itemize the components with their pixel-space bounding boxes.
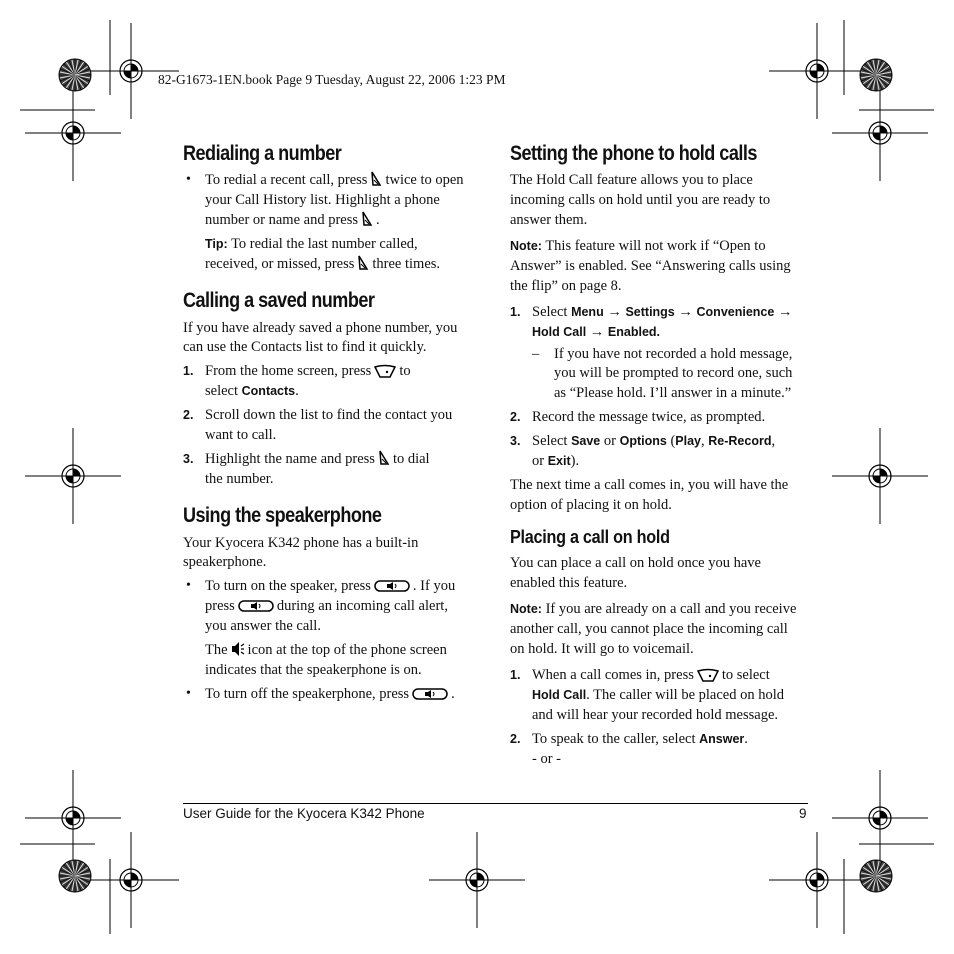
bullet: • [186,686,191,701]
menu-item-enabled: Enabled. [607,325,661,339]
color-wheel-icon [59,860,91,892]
hold-intro-1: The Hold Call feature allows you to place [510,172,753,188]
tip-line-2: received, or missed, press three times. [205,254,440,277]
calling-step1-line2: select Contacts. [205,383,299,399]
heading-redialing: Redialing a number [183,142,342,165]
placing-step1-line2: Hold Call. The caller will be placed on hold [532,687,785,703]
color-wheel-icon [860,59,892,91]
step-number: 1. [510,305,521,319]
speaker-b1-line1: To turn on the speaker, press . If you [205,576,455,599]
hold-note-2: Answer” is enabled. See “Answering calls using [510,258,791,274]
color-wheel-icon [59,59,91,91]
dash-bullet: – [532,346,540,362]
hold-sub-1: If you have not recorded a hold message, [554,346,793,362]
heading-speakerphone: Using the speakerphone [183,504,382,527]
hold-intro-3: answer them. [510,212,588,228]
hold-note-3: the flip” on page 8. [510,278,622,294]
footer-rule [183,803,808,804]
menu-item-contacts: Contacts [241,384,296,398]
speaker-b1-line3: you answer the call. [205,618,321,634]
page-number: 9 [799,806,807,821]
send-key-icon [357,255,369,277]
speaker-key-icon [412,687,448,707]
registration-target-icon [769,23,865,119]
or-separator: - or - [532,751,561,767]
note-label: Note: [510,602,542,616]
placing-step1-line1: When a call comes in, press to select [532,665,770,688]
hold-step3-line2: or Exit). [532,453,580,469]
menu-item-save: Save [571,434,601,448]
hold-after-1: The next time a call comes in, you will have the [510,477,789,493]
step-number: 3. [183,452,194,466]
footer-title: User Guide for the Kyocera K342 Phone [183,806,425,821]
hold-after-2: option of placing it on hold. [510,497,672,513]
print-slug: 82-G1673-1EN.book Page 9 Tuesday, August 22, 2006 1:23 PM [158,72,506,87]
redial-line-2: your Call History list. Highlight a phone [205,192,440,208]
bullet: • [186,578,191,593]
registration-target-icon [25,428,121,524]
hold-sub-2: you will be prompted to record one, such [554,365,793,381]
placing-step2-line1: To speak to the caller, select Answer. [532,731,748,747]
menu-item-hold-call: Hold Call [532,325,587,339]
menu-item-play: Play [675,434,702,448]
hold-step3-line1: Select Save or Options (Play, Re-Record, [532,433,776,449]
menu-item-options: Options [619,434,667,448]
menu-item-convenience: Convenience [696,305,775,319]
speaker-intro-2: speakerphone. [183,554,267,570]
calling-step1-line1: From the home screen, press to [205,361,411,384]
speaker-b1-line2: press during an incoming call alert, [205,596,448,619]
menu-item-answer: Answer [699,732,745,746]
calling-intro-1: If you have already saved a phone number, you [183,320,458,336]
placing-step1-line3: and will hear your recorded hold message. [532,707,779,723]
registration-target-icon [83,23,179,119]
color-wheel-icon [860,860,892,892]
bullet: • [186,172,191,187]
step-number: 1. [183,364,194,378]
registration-target-icon [769,832,865,928]
calling-step3-line2: the number. [205,471,274,487]
step-number: 2. [510,732,521,746]
calling-step2-line2: want to call. [205,427,277,443]
hold-note-1: Note: This feature will not work if “Open to [510,238,766,254]
calling-step3-line1: Highlight the name and press to dial [205,449,430,472]
registration-target-icon [832,770,928,866]
hold-step2: Record the message twice, as prompted. [532,409,766,425]
registration-target-icon [832,85,928,181]
hold-step1-line2: Hold Call → Enabled. [532,324,661,340]
heading-hold-calls: Setting the phone to hold calls [510,142,757,165]
note-label: Note: [510,239,542,253]
tip-label: Tip: [205,237,228,251]
calling-step2-line1: Scroll down the list to find the contact you [205,407,453,423]
calling-intro-2: can use the Contacts list to find it quickly. [183,339,427,355]
send-key-icon [378,450,390,472]
hold-sub-3: as “Please hold. I’ll answer in a minute.” [554,385,792,401]
placing-note-1: Note: If you are already on a call and you receive [510,601,797,617]
left-softkey-icon [374,364,396,384]
step-number: 1. [510,668,521,682]
registration-target-icon [25,770,121,866]
placing-note-2: another call, you cannot place the incoming call [510,621,788,637]
speaker-note-line2: indicates that the speakerphone is on. [205,662,422,678]
redial-line-1: To redial a recent call, press twice to open [205,170,464,193]
placing-intro-2: enabled this feature. [510,575,628,591]
menu-item-menu: Menu [571,305,604,319]
speaker-b2-line1: To turn off the speakerphone, press . [205,684,455,707]
speaker-note-line1: The icon at the top of the phone screen [205,640,447,663]
send-key-icon [361,211,373,233]
heading-placing-call: Placing a call on hold [510,527,670,547]
redial-line-3: number or name and press . [205,210,380,233]
registration-target-icon [83,832,179,928]
menu-item-exit: Exit [547,454,571,468]
step-number: 2. [183,408,194,422]
hold-intro-2: incoming calls on hold until you are ready to [510,192,771,208]
menu-item-re-record: Re-Record [708,434,772,448]
placing-note-3: on hold. It will go to voicemail. [510,641,694,657]
menu-item-hold-call: Hold Call [532,688,587,702]
tip-line-1: Tip: To redial the last number called, [205,236,418,252]
registration-target-icon [429,832,525,928]
step-number: 3. [510,434,521,448]
heading-calling-saved: Calling a saved number [183,289,375,312]
registration-target-icon [832,428,928,524]
speaker-intro-1: Your Kyocera K342 phone has a built-in [183,535,419,551]
placing-intro-1: You can place a call on hold once you have [510,555,761,571]
step-number: 2. [510,410,521,424]
registration-target-icon [25,85,121,181]
menu-item-settings: Settings [625,305,675,319]
hold-step1-line1: Select Menu → Settings → Convenience → [532,304,793,320]
